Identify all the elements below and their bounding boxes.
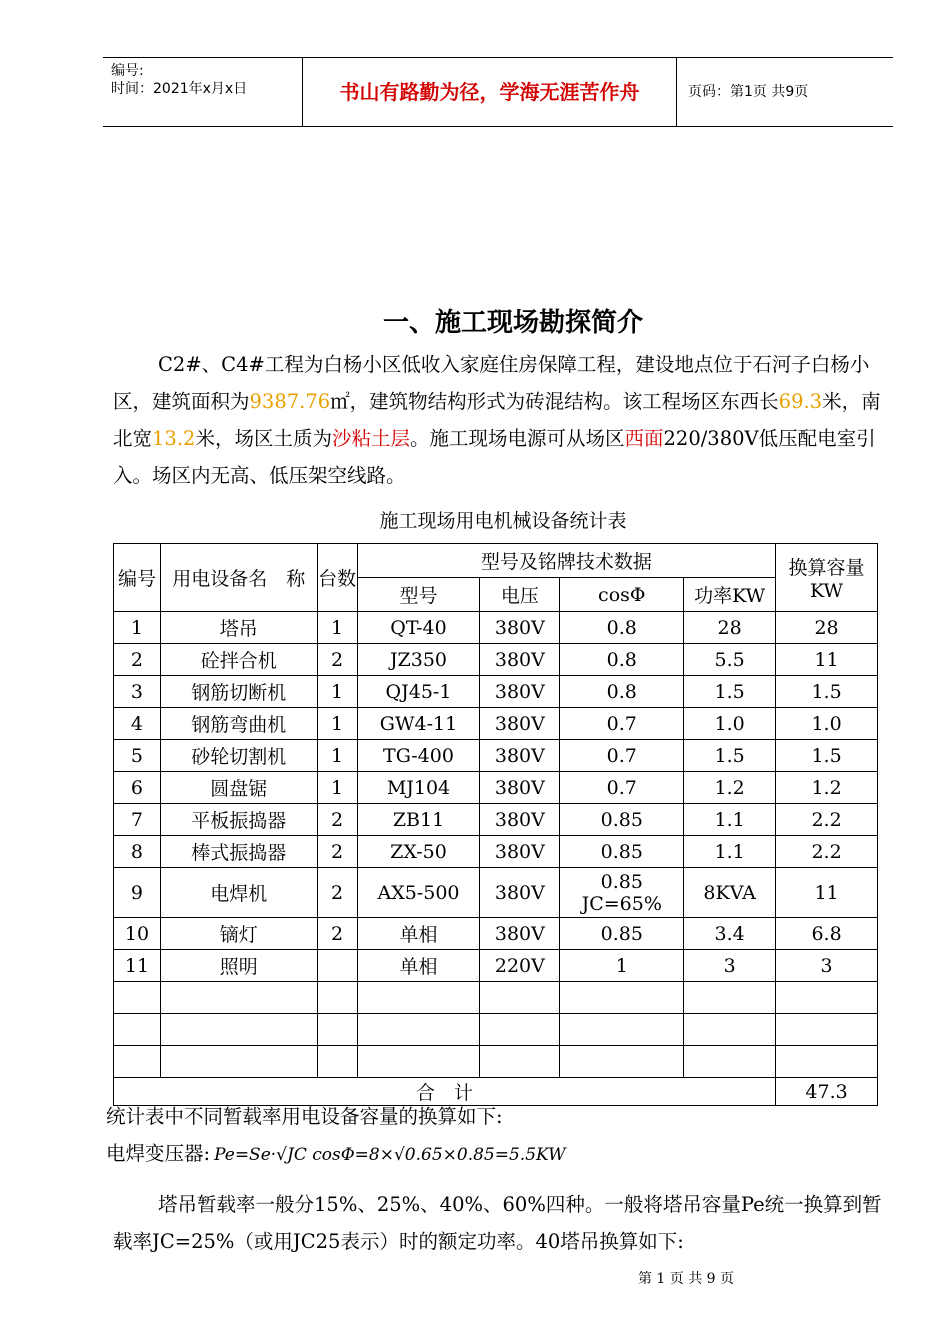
header-motto: 书山有路勤为径，学海无涯苦作舟	[303, 58, 677, 126]
cell-cos: 0.85	[560, 918, 684, 950]
cell-model: QT-40	[357, 612, 480, 644]
cell-voltage: 380V	[480, 740, 560, 772]
intro-text-5: 。施工现场电源可从场区	[409, 427, 625, 450]
cell-name: 钢筋弯曲机	[160, 708, 317, 740]
cell-qty: 1	[317, 708, 357, 740]
cell-qty: 1	[317, 676, 357, 708]
table-empty-row	[114, 1046, 878, 1078]
cell-cos: 0.85	[560, 804, 684, 836]
cell-cos: 0.8	[560, 676, 684, 708]
cell-model: ZB11	[357, 804, 480, 836]
header-meta	[103, 58, 303, 126]
cell-no: 2	[114, 644, 161, 676]
welder-label: 电焊变压器:	[106, 1142, 211, 1165]
cell-name: 平板振捣器	[160, 804, 317, 836]
header-spec-group: 型号及铭牌技术数据	[357, 544, 776, 578]
table-header-row	[114, 544, 878, 578]
table-row	[114, 772, 878, 804]
cell-cos: 0.8	[560, 612, 684, 644]
cell-conv: 6.8	[776, 918, 878, 950]
cell-no: 10	[114, 918, 161, 950]
cell-model: MJ104	[357, 772, 480, 804]
section-title: 一、施工现场勘探简介	[382, 308, 643, 338]
cell-qty	[317, 950, 357, 982]
cell-cos: 0.85	[560, 836, 684, 868]
header-cos: cosΦ	[560, 578, 684, 612]
cell-model: TG-400	[357, 740, 480, 772]
cell-qty: 2	[317, 804, 357, 836]
cell-name: 钢筋切断机	[160, 676, 317, 708]
cell-conv: 3	[776, 950, 878, 982]
cell-conv: 11	[776, 868, 878, 918]
site-length: 69.3	[778, 390, 823, 413]
cell-voltage: 380V	[480, 918, 560, 950]
cell-power: 5.5	[684, 644, 776, 676]
time-label: 时间：2021年x月x日	[111, 81, 248, 97]
cell-conv: 1.2	[776, 772, 878, 804]
cell-model: QJ45-1	[357, 676, 480, 708]
page-footer: 第 1 页 共 9 页	[637, 1271, 735, 1287]
cell-conv: 11	[776, 644, 878, 676]
cell-conv: 1.5	[776, 676, 878, 708]
header-qty: 台数	[317, 544, 357, 612]
cell-cos: 0.7	[560, 740, 684, 772]
intro-text-3: 米，南北宽	[113, 390, 881, 450]
site-area: 9387.76	[249, 390, 331, 413]
intro-paragraph	[113, 346, 893, 494]
welder-line	[106, 1138, 566, 1166]
cell-qty: 2	[317, 918, 357, 950]
cell-model: JZ350	[357, 644, 480, 676]
cell-qty: 2	[317, 868, 357, 918]
cell-voltage: 380V	[480, 868, 560, 918]
cell-power: 1.1	[684, 836, 776, 868]
cell-cos: 0.85 JC=65%	[560, 868, 684, 918]
cell-no: 6	[114, 772, 161, 804]
soil-type: 沙粘土层	[331, 427, 410, 450]
header-power: 功率KW	[684, 578, 776, 612]
equipment-table	[113, 543, 878, 1106]
cell-name: 电焊机	[160, 868, 317, 918]
cell-no: 8	[114, 836, 161, 868]
cell-no: 1	[114, 612, 161, 644]
cell-no: 7	[114, 804, 161, 836]
cell-power: 1.5	[684, 740, 776, 772]
welder-formula: Pe=Se·√JC cosΦ=8×√0.65×0.85=5.5KW	[214, 1145, 566, 1165]
table-row	[114, 740, 878, 772]
cell-voltage: 380V	[480, 644, 560, 676]
cell-voltage: 380V	[480, 772, 560, 804]
table-row	[114, 644, 878, 676]
cell-qty: 2	[317, 644, 357, 676]
cell-name: 塔吊	[160, 612, 317, 644]
header-name: 用电设备名 称	[160, 544, 317, 612]
cell-qty: 1	[317, 772, 357, 804]
table-empty-row	[114, 982, 878, 1014]
cell-model: GW4-11	[357, 708, 480, 740]
cell-voltage: 220V	[480, 950, 560, 982]
cell-voltage: 380V	[480, 836, 560, 868]
header-converted: 换算容量KW	[776, 544, 878, 612]
cell-power: 3	[684, 950, 776, 982]
cell-model: AX5-500	[357, 868, 480, 918]
table-row	[114, 918, 878, 950]
cell-cos: 0.7	[560, 772, 684, 804]
cell-name: 圆盘锯	[160, 772, 317, 804]
cell-power: 28	[684, 612, 776, 644]
cell-qty: 1	[317, 612, 357, 644]
page-header	[103, 57, 893, 127]
cell-qty: 2	[317, 836, 357, 868]
cell-no: 4	[114, 708, 161, 740]
cell-name: 砼拌合机	[160, 644, 317, 676]
power-side: 西面	[624, 427, 664, 450]
intro-text-4: 米，场区土质为	[195, 427, 332, 450]
cell-model: ZX-50	[357, 836, 480, 868]
header-page-info: 页码：第1页 共9页	[688, 84, 809, 100]
cell-power: 3.4	[684, 918, 776, 950]
cell-voltage: 380V	[480, 612, 560, 644]
cell-power: 1.5	[684, 676, 776, 708]
cell-voltage: 380V	[480, 676, 560, 708]
cell-name: 照明	[160, 950, 317, 982]
cell-conv: 2.2	[776, 804, 878, 836]
table-row	[114, 804, 878, 836]
cell-power: 1.1	[684, 804, 776, 836]
cell-power: 8KVA	[684, 868, 776, 918]
cell-conv: 1.0	[776, 708, 878, 740]
cell-no: 9	[114, 868, 161, 918]
cell-name: 砂轮切割机	[160, 740, 317, 772]
cell-name: 棒式振捣器	[160, 836, 317, 868]
cell-conv: 2.2	[776, 836, 878, 868]
cell-voltage: 380V	[480, 804, 560, 836]
cell-conv: 1.5	[776, 740, 878, 772]
cell-power: 1.2	[684, 772, 776, 804]
cell-model: 单相	[357, 918, 480, 950]
cell-no: 5	[114, 740, 161, 772]
code-label: 编号:	[111, 63, 144, 79]
table-row	[114, 676, 878, 708]
header-model: 型号	[357, 578, 480, 612]
table-row	[114, 868, 878, 918]
cell-power: 1.0	[684, 708, 776, 740]
intro-text-6: 220/380V低压配电室引入。场区内无高、低压架空线路。	[113, 427, 876, 487]
intro-text-1: C2#、C4#工程为白杨小区低收入家庭住房保障工程，建设地点位于石河子白杨小区，建筑面积为	[113, 353, 870, 413]
table-caption: 施工现场用电机械设备统计表	[379, 510, 627, 532]
cell-no: 3	[114, 676, 161, 708]
header-no: 编号	[114, 544, 161, 612]
cell-qty: 1	[317, 740, 357, 772]
cell-voltage: 380V	[480, 708, 560, 740]
total-label: 合 计	[114, 1078, 776, 1106]
table-empty-row	[114, 1014, 878, 1046]
table-row	[114, 950, 878, 982]
header-voltage: 电压	[480, 578, 560, 612]
conversion-intro: 统计表中不同暂载率用电设备容量的换算如下:	[106, 1105, 503, 1128]
cell-cos: 1	[560, 950, 684, 982]
cell-cos: 0.7	[560, 708, 684, 740]
table-row	[114, 836, 878, 868]
cell-name: 镝灯	[160, 918, 317, 950]
crane-paragraph: 塔吊暂载率一般分15%、25%、40%、60%四种。一般将塔吊容量Pe统一换算到暂载率JC=25%（或用JC25表示）时的额定功率。40塔吊换算如下:	[113, 1193, 882, 1253]
cell-model: 单相	[357, 950, 480, 982]
cell-conv: 28	[776, 612, 878, 644]
site-width: 13.2	[152, 427, 196, 450]
cell-no: 11	[114, 950, 161, 982]
cell-cos: 0.8	[560, 644, 684, 676]
table-row	[114, 708, 878, 740]
total-value: 47.3	[776, 1078, 878, 1106]
intro-text-2: ㎡，建筑物结构形式为砖混结构。该工程场区东西长	[330, 390, 779, 413]
table-row	[114, 612, 878, 644]
